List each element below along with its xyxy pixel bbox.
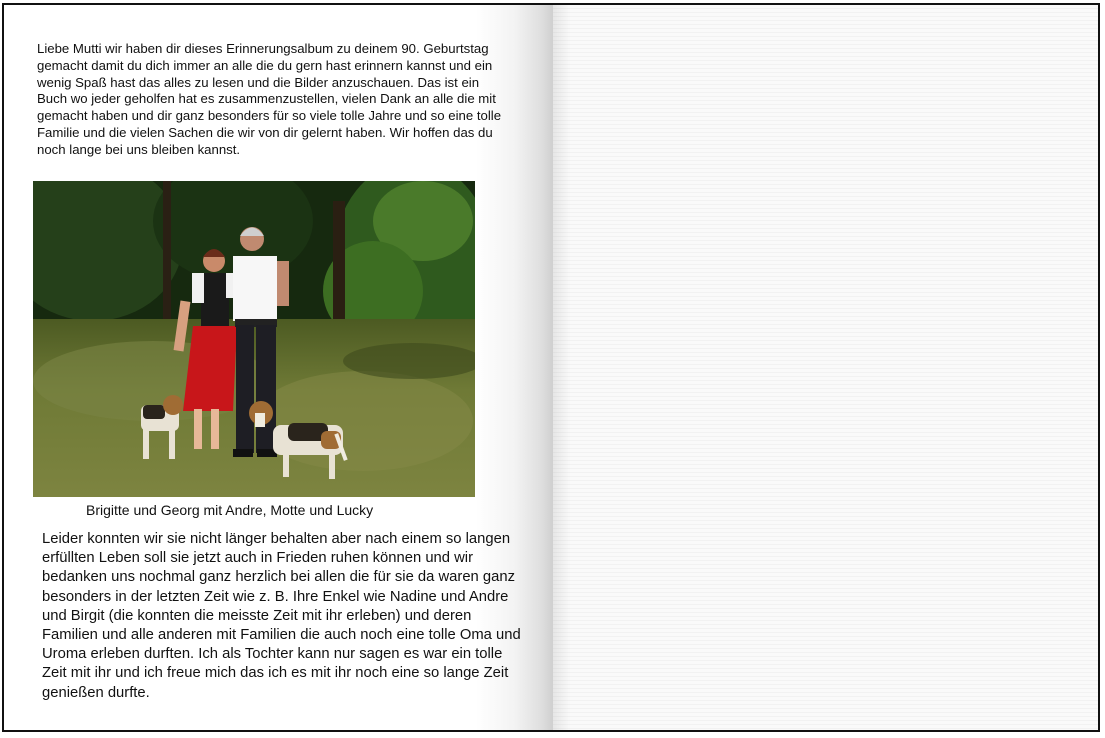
right-page-blank — [553, 5, 1098, 730]
left-page — [4, 5, 553, 730]
album-spread — [2, 3, 1100, 732]
closing-text: Leider konnten wir sie nicht länger behalten aber nach einem so langen erfüllten Leben soll sie jetzt auch in Frieden ruhen können und wir bedanken uns nochmal ganz herzlich bei allen die für sie da waren ganz besonders in der letzten Zeit wie z. B. Ihre Enkel wie Nadine und Andre und Birgit (die konnten die meisste Zeit mit ihr erleben) und deren Familien und alle anderen mit Familien die auch noch eine tolle Oma und Uroma erleben durften. Ich als Tochter kann nur sagen es war ein tolle Zeit mit ihr und ich freue mich das ich es mit ihr noch eine so lange Zeit genießen durfte. — [42, 531, 521, 701]
family-photo — [33, 181, 475, 497]
intro-text: Liebe Mutti wir haben dir dieses Erinnerungsalbum zu deinem 90. Geburtstag gemacht damit du dich immer an alle die du gern hast erinnern kannst und ein wenig Spaß hast das alles zu lesen und die Bilder anzuschauen. Das ist ein Buch wo jeder geholfen hat es zusammenzustellen, vielen Dank an alle die mit gemacht haben und dir ganz besonders für so viele tolle Jahre und so eine tolle Familie und die vielen Sachen die wir von dir gelernt haben. Wir hoffen das du noch lange bei uns bleiben kannst. — [37, 41, 502, 157]
photo-caption: Brigitte und Georg mit Andre, Motte und Lucky — [86, 502, 374, 518]
